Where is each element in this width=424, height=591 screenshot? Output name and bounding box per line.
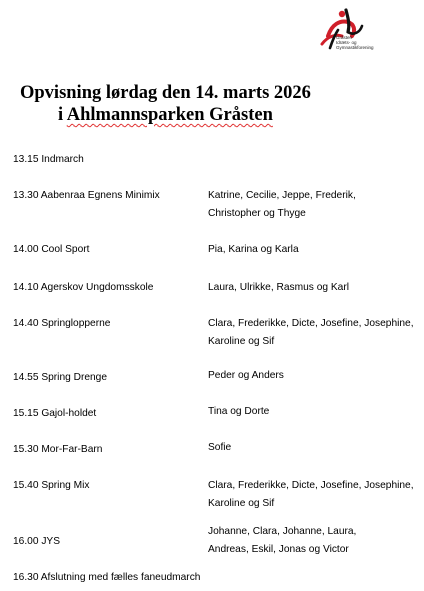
schedule-participants [208, 403, 422, 421]
schedule-item: 14.10 Agerskov Ungdomsskole [13, 282, 154, 293]
schedule-participants [208, 523, 422, 559]
title-line-1: Opvisning lørdag den 14. marts 2026 [20, 83, 311, 103]
participants-line: Karoline og Sif [208, 498, 275, 509]
logo-text [336, 35, 406, 50]
schedule-participants [208, 439, 422, 457]
participants-line: Laura, Ulrikke, Rasmus og Karl [208, 282, 349, 293]
schedule-participants [208, 315, 422, 351]
schedule-item: 15.30 Mor-Far-Barn [13, 444, 103, 455]
schedule-participants [208, 241, 422, 259]
schedule-item: 14.40 Springlopperne [13, 318, 111, 329]
schedule-item: 14.55 Spring Drenge [13, 372, 108, 383]
participants-line: Clara, Frederikke, Dicte, Josefine, Josephine, [208, 318, 414, 329]
schedule-item: 13.30 Aabenraa Egnens Minimix [13, 190, 160, 201]
title-location: Ahlmannsparken Gråsten [66, 105, 273, 125]
participants-line: Karoline og Sif [208, 336, 275, 347]
schedule-item: 13.15 Indmarch [13, 154, 84, 165]
title-line-2-prefix: i [58, 105, 67, 125]
participants-line: Sofie [208, 442, 232, 453]
schedule-participants [208, 477, 422, 513]
logo-text-line: Gymnastikforening [336, 45, 374, 50]
schedule-participants [208, 279, 422, 297]
logo-text-line: Idræts- og [336, 40, 357, 45]
schedule-participants [208, 187, 422, 223]
participants-line: Johanne, Clara, Johanne, Laura, [208, 526, 357, 537]
participants-line: Christopher og Thyge [208, 208, 306, 219]
schedule-item: 15.40 Spring Mix [13, 480, 90, 491]
schedule-item: 14.00 Cool Sport [13, 244, 90, 255]
participants-line: Pia, Karina og Karla [208, 244, 299, 255]
participants-line: Peder og Anders [208, 370, 284, 381]
title-line-2 [58, 104, 273, 126]
schedule-item: 16.00 JYS [13, 536, 61, 547]
participants-line: Andreas, Eskil, Jonas og Victor [208, 544, 349, 555]
participants-line: Katrine, Cecilie, Jeppe, Frederik, [208, 190, 356, 201]
schedule-item: 15.15 Gajol-holdet [13, 408, 97, 419]
participants-line: Clara, Frederikke, Dicte, Josefine, Josephine, [208, 480, 414, 491]
logo-text-line: Gråsten [336, 35, 353, 40]
schedule-participants [208, 367, 422, 385]
schedule-item: 16.30 Afslutning med fælles faneudmarch [13, 572, 201, 583]
participants-line: Tina og Dorte [208, 406, 270, 417]
